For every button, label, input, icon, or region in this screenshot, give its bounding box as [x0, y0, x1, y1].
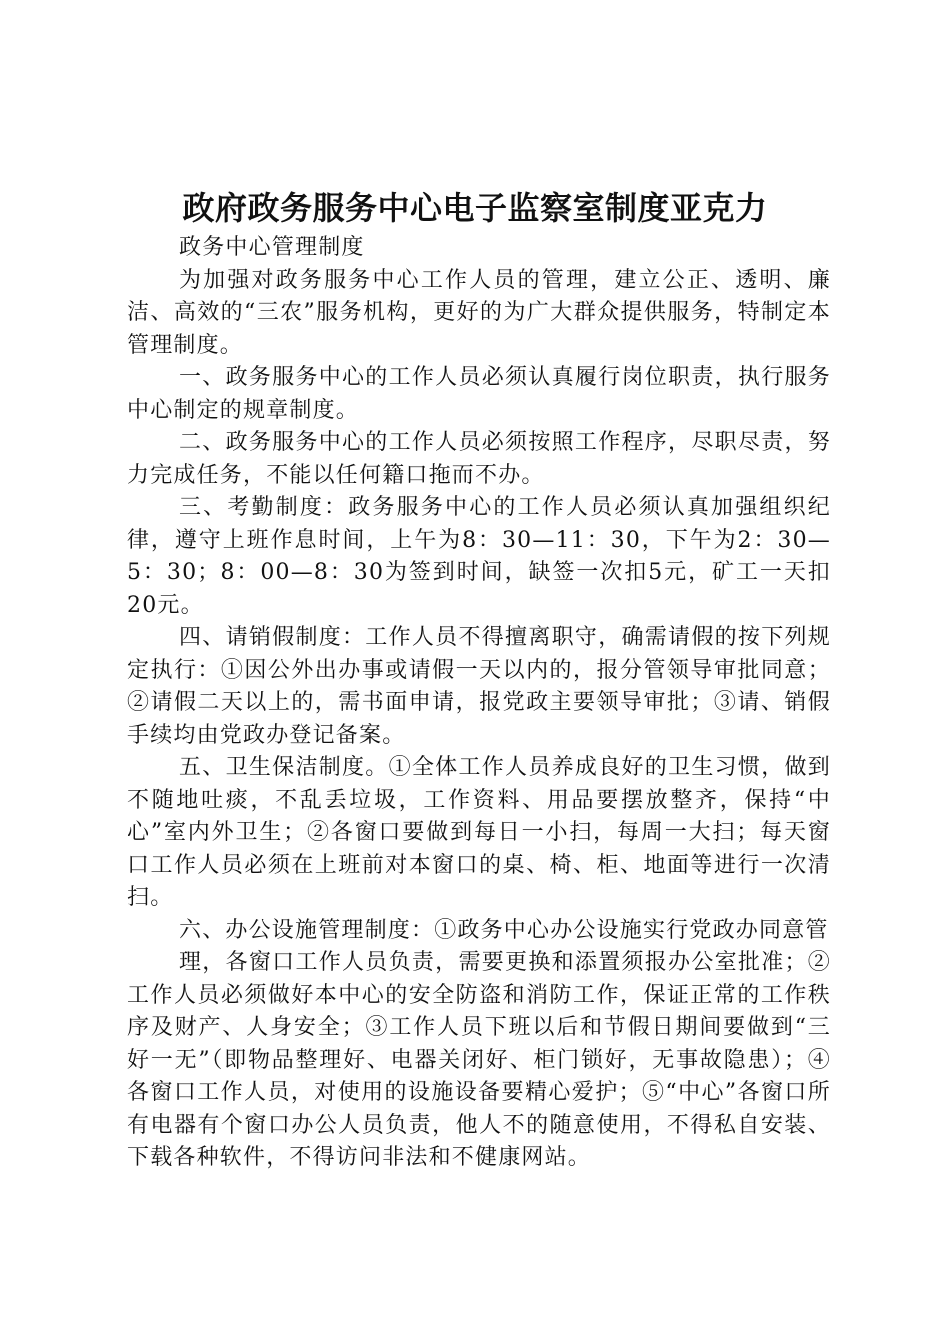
rule-1-paragraph: 一、政务服务中心的工作人员必须认真履行岗位职责，执行服务中心制定的规章制度。	[127, 365, 831, 423]
rule-4-leave-paragraph: 四、请销假制度：工作人员不得擅离职守，确需请假的按下列规定执行：①因公外出办事或请假一天以内的，报分管领导审批同意；②请假二天以上的，需书面申请，报党政主要领导审批；③请、销假手续均由党政办登记备案。	[127, 625, 831, 748]
document-body	[127, 232, 831, 1175]
rule-6-facilities-paragraph: 六、办公设施管理制度：①政务中心办公设施实行党政办同意管	[179, 917, 829, 943]
rule-2-paragraph: 二、政务服务中心的工作人员必须按照工作程序，尽职尽责，努力完成任务，不能以任何籍口拖而不办。	[127, 430, 831, 488]
rule-6-continuation-paragraph: 理，各窗口工作人员负责，需要更换和添置须报办公室批准；②工作人员必须做好本中心的安全防盗和消防工作，保证正常的工作秩序及财产、人身安全；③工作人员下班以后和节假日期间要做到“三好一无”（即物品整理好、电器关闭好、柜门锁好，无事故隐患）；④各窗口工作人员，对使用的设施设备要精心爱护；⑤“中心”各窗口所有电器有个窗口办公人员负责，他人不的随意使用，不得私自安装、下载各种软件，不得访问非法和不健康网站。	[127, 950, 831, 1170]
section-heading: 政务中心管理制度	[179, 235, 365, 260]
intro-paragraph: 为加强对政务服务中心工作人员的管理，建立公正、透明、廉洁、高效的“三农”服务机构，更好的为广大群众提供服务，特制定本管理制度。	[127, 267, 831, 358]
rule-5-hygiene-paragraph: 五、卫生保洁制度。①全体工作人员养成良好的卫生习惯，做到不随地吐痰，不乱丢垃圾，工作资料、用品要摆放整齐，保持“中心”室内外卫生；②各窗口要做到每日一小扫，每周一大扫；每天窗口工作人员必须在上班前对本窗口的桌、椅、柜、地面等进行一次清扫。	[127, 755, 831, 910]
document-title: 政府政务服务中心电子监察室制度亚克力	[182, 189, 768, 227]
rule-3-attendance-paragraph: 三、考勤制度：政务服务中心的工作人员必须认真加强组织纪律，遵守上班作息时间，上午为8：30—11：30，下午为2：30—5：30；8：00—8：30为签到时间，缺签一次扣5元，矿工一天扣20元。	[127, 495, 831, 618]
